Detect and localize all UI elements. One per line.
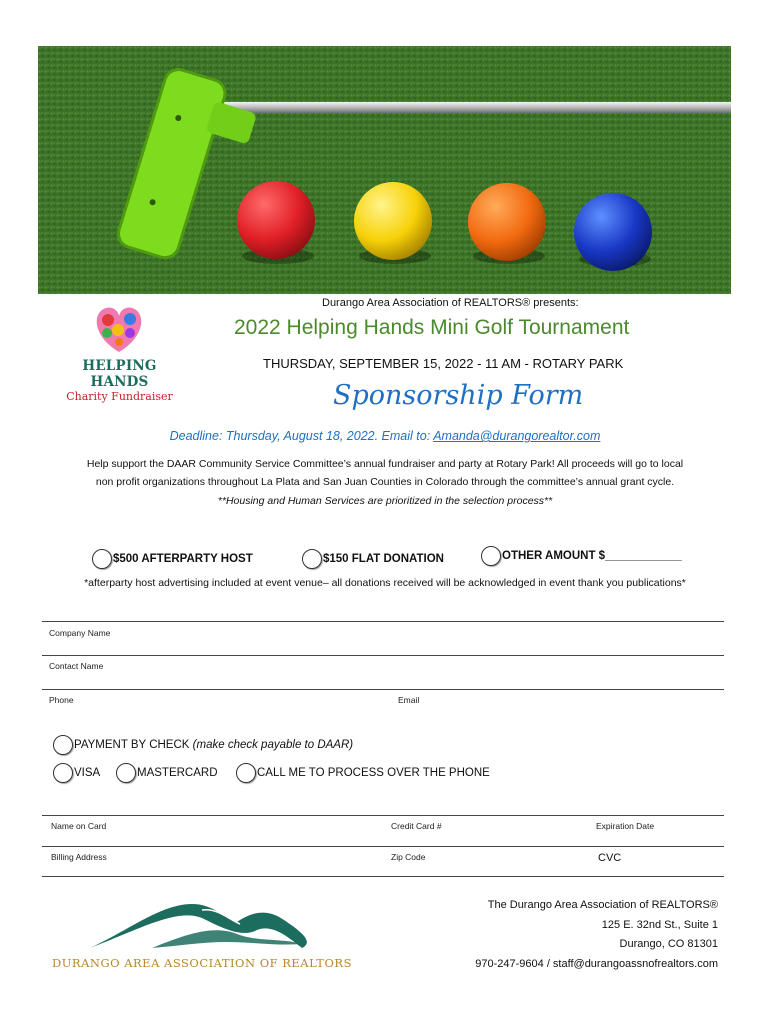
credit-card-label: Credit Card # — [391, 821, 442, 831]
option-afterparty-host[interactable] — [92, 549, 253, 569]
deadline-email-link[interactable]: Amanda@durangorealtor.com — [433, 429, 601, 443]
logo-subtitle: Charity Fundraiser — [66, 390, 173, 403]
zip-code-label: Zip Code — [391, 852, 426, 862]
radio-circle-icon[interactable] — [92, 549, 112, 569]
footer-address — [475, 896, 718, 974]
option-label: OTHER AMOUNT $____________ — [502, 550, 682, 562]
radio-circle-icon[interactable] — [116, 763, 136, 783]
billing-field[interactable] — [42, 876, 724, 877]
sponsor-note: *afterparty host advertising included at event venue– all donations received will be acknowledged in event thank you publications* — [84, 577, 686, 589]
option-call-me[interactable] — [236, 763, 490, 783]
intro-line-3: **Housing and Human Services are prioritized in the selection process** — [217, 495, 553, 507]
footer-contact: 970-247-9604 / staff@durangoassnofrealtors.com — [475, 957, 718, 970]
event-date-line: THURSDAY, SEPTEMBER 15, 2022 - 11 AM - ROTARY PARK — [263, 356, 624, 371]
cvc-label: CVC — [598, 852, 622, 864]
option-other-amount[interactable] — [481, 546, 682, 566]
radio-circle-icon[interactable] — [53, 735, 73, 755]
check-label: PAYMENT BY CHECK — [74, 739, 190, 751]
mountains-icon — [52, 898, 352, 950]
presents-line: Durango Area Association of REALTORS® presents: — [322, 297, 579, 309]
intro-line-1: Help support the DAAR Community Service Committee’s annual fundraiser and party at Rotary Park! All proceeds will go to local — [86, 458, 684, 470]
card-top-rule — [42, 815, 724, 816]
intro-line-2: non profit organizations throughout La Plata and San Juan Counties in Colorado through the committee’s annual grant cycle. — [95, 476, 675, 488]
footer-street: 125 E. 32nd St., Suite 1 — [601, 918, 718, 931]
company-contact-divider — [42, 655, 724, 656]
deadline-line — [0, 429, 770, 443]
radio-circle-icon[interactable] — [302, 549, 322, 569]
event-title: 2022 Helping Hands Mini Golf Tournament — [234, 316, 630, 339]
name-on-card-label: Name on Card — [51, 821, 107, 831]
option-flat-donation[interactable] — [302, 549, 444, 569]
phone-label: Phone — [49, 695, 74, 705]
company-name-label: Company Name — [49, 628, 111, 638]
option-mastercard[interactable] — [116, 763, 218, 783]
hero-photo — [38, 46, 731, 294]
option-label: $500 AFTERPARTY HOST — [113, 553, 253, 565]
radio-circle-icon[interactable] — [236, 763, 256, 783]
daar-logo — [52, 898, 352, 974]
deadline-text: Deadline: Thursday, August 18, 2022. Email to: — [169, 429, 434, 443]
footer-city: Durango, CO 81301 — [619, 938, 718, 950]
email-label: Email — [398, 695, 420, 705]
billing-address-label: Billing Address — [51, 852, 107, 862]
form-title: Sponsorship Form — [333, 380, 584, 411]
heart-hands-icon — [52, 300, 187, 355]
option-pay-by-check[interactable] — [53, 735, 353, 755]
contact-name-label: Contact Name — [49, 661, 104, 671]
footer-org: The Durango Area Association of REALTORS® — [487, 899, 718, 911]
check-note: (make check payable to DAAR) — [192, 739, 354, 751]
card-details-field[interactable] — [42, 846, 724, 847]
logo-title: HELPING HANDS — [82, 358, 157, 390]
mastercard-label: MASTERCARD — [137, 767, 218, 779]
option-visa[interactable] — [53, 763, 100, 783]
expiration-label: Expiration Date — [596, 821, 655, 831]
helping-hands-logo — [52, 300, 187, 403]
option-label: $150 FLAT DONATION — [323, 553, 444, 565]
visa-label: VISA — [74, 767, 101, 779]
daar-logo-text: DURANGO AREA ASSOCIATION OF REALTORS — [52, 956, 352, 970]
call-label: CALL ME TO PROCESS OVER THE PHONE — [257, 767, 490, 779]
radio-circle-icon[interactable] — [53, 763, 73, 783]
contact-name-field[interactable] — [42, 689, 724, 690]
company-name-field[interactable] — [42, 621, 724, 622]
radio-circle-icon[interactable] — [481, 546, 501, 566]
